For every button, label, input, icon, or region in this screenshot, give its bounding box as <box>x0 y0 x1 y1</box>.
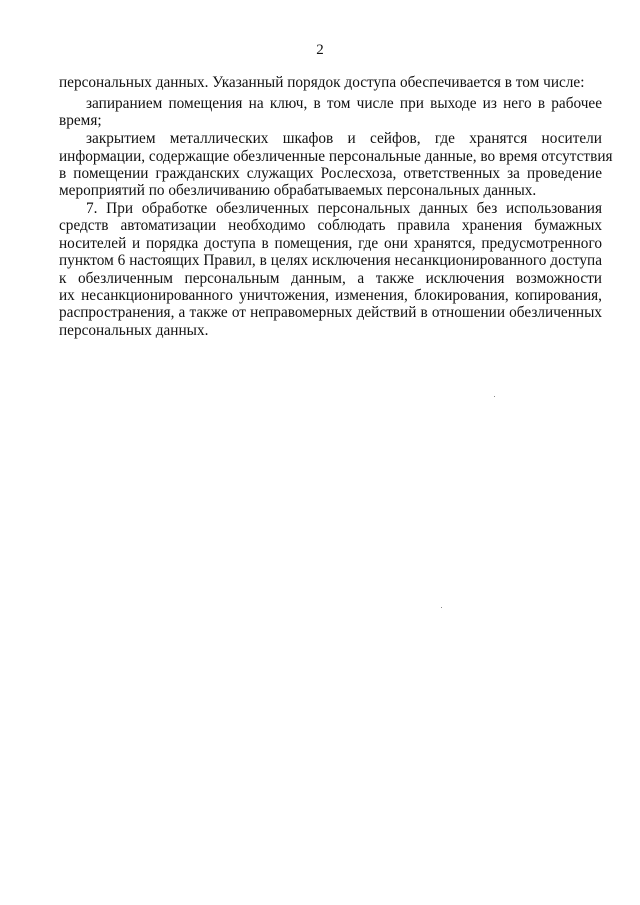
scan-speck <box>441 607 442 608</box>
text-line-8: 7. При обработке обезличенных персональных данных без использования <box>86 200 602 217</box>
text-line-10: носителей и порядка доступа в помещения, где они хранятся, предусмотренного <box>59 235 602 252</box>
text-line-11: пунктом 6 настоящих Правил, в целях исключения несанкционированного доступа <box>59 252 602 269</box>
text-line-12: к обезличенным персональным данным, а также исключения возможности <box>59 270 602 287</box>
scan-speck <box>494 396 495 397</box>
text-line-2: запиранием помещения на ключ, в том числе при выходе из него в рабочее <box>86 95 602 112</box>
text-line-7: мероприятий по обезличиванию обрабатываемых персональных данных. <box>59 182 537 199</box>
page-number: 2 <box>316 42 324 58</box>
text-line-9: средств автоматизации необходимо соблюдать правила хранения бумажных <box>59 217 602 234</box>
text-line-3: время; <box>59 112 102 129</box>
text-line-15: персональных данных. <box>59 322 209 339</box>
text-line-6: в помещении гражданских служащих Рослесхоза, ответственных за проведение <box>59 165 602 182</box>
text-line-4: закрытием металлических шкафов и сейфов, где хранятся носители <box>86 130 602 147</box>
text-line-14: распространения, а также от неправомерных действий в отношении обезличенных <box>59 304 602 321</box>
text-line-5: информации, содержащие обезличенные персональные данные, во время отсутствия <box>59 148 613 165</box>
text-line-13: их несанкционированного уничтожения, изменения, блокирования, копирования, <box>59 287 602 304</box>
text-line-1: персональных данных. Указанный порядок доступа обеспечивается в том числе: <box>59 74 585 91</box>
